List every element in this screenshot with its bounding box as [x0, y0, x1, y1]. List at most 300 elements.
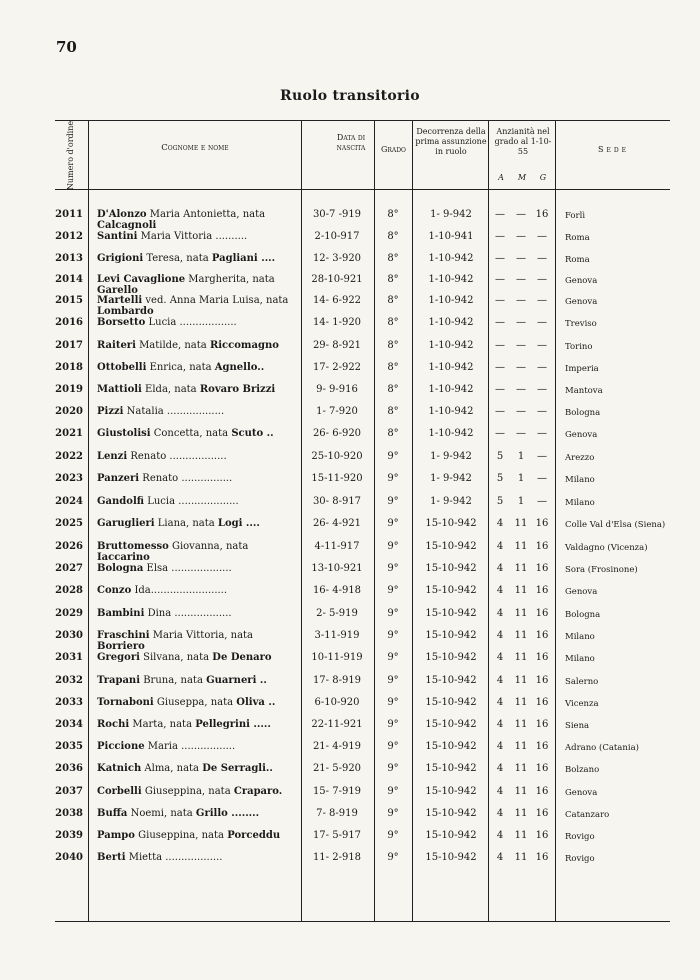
row-number: 2031: [55, 652, 83, 663]
row-anzianita-g: 16: [535, 675, 549, 686]
row-anzianita-m: —: [516, 428, 526, 439]
row-given-name: Natalia ..................: [126, 406, 225, 417]
row-grade: 9°: [387, 652, 399, 663]
row-anzianita-m: 11: [514, 830, 528, 841]
row-anzianita-g: —: [537, 384, 547, 395]
row-given-name: Ida........................: [134, 585, 228, 596]
row-maiden-name: Craparo.: [233, 786, 283, 797]
row-anzianita-g: 16: [535, 563, 549, 574]
row-given-name: Elda, nata: [145, 384, 197, 395]
row-anzianita-g: 16: [535, 541, 549, 552]
table-row: [55, 295, 670, 317]
row-anzianita-a: 5: [496, 496, 504, 507]
row-maiden-name: Oliva ..: [236, 697, 276, 708]
row-anzianita-g: —: [537, 253, 547, 264]
table-body: [55, 121, 670, 921]
row-name: [97, 340, 297, 351]
table-row: [55, 830, 670, 852]
row-anzianita-a: —: [495, 406, 505, 417]
row-surname: Conzo: [97, 585, 132, 596]
row-birth-date: 21- 4-919: [312, 741, 362, 752]
row-decorrenza: 1-10-942: [428, 428, 474, 439]
row-grade: 9°: [387, 830, 399, 841]
table-row: [55, 741, 670, 763]
row-anzianita-m: —: [516, 384, 526, 395]
row-anzianita-m: 11: [514, 518, 528, 529]
row-grade: 8°: [387, 253, 399, 264]
row-anzianita-a: 4: [496, 808, 504, 819]
row-number: 2030: [55, 630, 83, 641]
row-given-name: Maria Vittoria, nata: [152, 630, 254, 641]
row-anzianita-a: —: [495, 274, 505, 285]
row-given-name: Maria Vittoria ..........: [140, 231, 248, 242]
row-anzianita-g: 16: [535, 763, 549, 774]
row-decorrenza: 15-10-942: [425, 830, 477, 841]
row-decorrenza: 15-10-942: [425, 675, 477, 686]
row-name: [97, 563, 297, 574]
row-given-name: Noemi, nata: [130, 808, 193, 819]
row-grade: 9°: [387, 852, 399, 863]
row-birth-date: 12- 3-920: [312, 253, 362, 264]
row-number: 2014: [55, 274, 83, 285]
row-anzianita-m: 11: [514, 608, 528, 619]
row-anzianita-a: 4: [496, 786, 504, 797]
row-anzianita-m: 11: [514, 741, 528, 752]
row-seat: Genova: [565, 276, 598, 286]
row-surname: Bambini: [97, 608, 145, 619]
row-given-name: Maria Antonietta, nata: [149, 209, 266, 220]
row-surname: Piccione: [97, 741, 145, 752]
row-seat: Bolzano: [565, 765, 600, 775]
table-row: [55, 563, 670, 585]
row-grade: 8°: [387, 340, 399, 351]
row-anzianita-m: —: [516, 295, 526, 306]
row-surname: Tornaboni: [97, 697, 154, 708]
row-decorrenza: 1-10-942: [428, 317, 474, 328]
row-surname: Gregori: [97, 652, 140, 663]
row-seat: Milano: [565, 654, 595, 664]
row-maiden-name: Calcagnoli: [97, 220, 157, 231]
row-seat: Sora (Frosinone): [565, 565, 638, 575]
row-given-name: Marta, nata: [132, 719, 193, 730]
row-anzianita-m: 11: [514, 585, 528, 596]
row-anzianita-m: —: [516, 253, 526, 264]
row-seat: Imperia: [565, 364, 599, 374]
row-number: 2028: [55, 585, 83, 596]
row-number: 2022: [55, 451, 83, 462]
table-row: [55, 209, 670, 231]
row-name: [97, 808, 297, 819]
row-anzianita-a: —: [495, 253, 505, 264]
row-grade: 8°: [387, 317, 399, 328]
table-row: [55, 585, 670, 607]
header-seat-label: Sede: [597, 145, 630, 154]
row-maiden-name: Pellegrini .....: [195, 719, 271, 730]
row-name: [97, 541, 297, 563]
row-seat: Milano: [565, 498, 595, 508]
row-seat: Genova: [565, 297, 598, 307]
row-name: [97, 362, 297, 373]
row-grade: 9°: [387, 608, 399, 619]
row-birth-date: 3-11-919: [314, 630, 360, 641]
row-anzianita-a: —: [495, 295, 505, 306]
row-decorrenza: 15-10-942: [425, 808, 477, 819]
page-number: 70: [56, 38, 77, 56]
row-seat: Valdagno (Vicenza): [565, 543, 648, 553]
header-sub-m: M: [517, 173, 527, 182]
row-surname: Borsetto: [97, 317, 146, 328]
row-anzianita-g: —: [537, 362, 547, 373]
table-row: [55, 808, 670, 830]
row-surname: Berti: [97, 852, 126, 863]
table-row: [55, 763, 670, 785]
table-row: [55, 384, 670, 406]
table-row: [55, 719, 670, 741]
row-birth-date: 22-11-921: [311, 719, 363, 730]
header-sub-g: G: [539, 173, 547, 182]
row-anzianita-m: 11: [514, 852, 528, 863]
row-name: [97, 384, 297, 395]
row-anzianita-g: —: [537, 340, 547, 351]
row-grade: 8°: [387, 362, 399, 373]
row-anzianita-g: 16: [535, 852, 549, 863]
register-table: [55, 120, 670, 922]
row-surname: Raiteri: [97, 340, 136, 351]
row-decorrenza: 1-10-941: [428, 231, 474, 242]
row-birth-date: 14- 1-920: [312, 317, 362, 328]
row-birth-date: 16- 4-918: [312, 585, 362, 596]
row-decorrenza: 15-10-942: [425, 719, 477, 730]
row-birth-date: 15- 7-919: [312, 786, 362, 797]
row-maiden-name: Lombardo: [97, 306, 154, 317]
row-birth-date: 2-10-917: [314, 231, 360, 242]
row-seat: Forlì: [565, 211, 586, 221]
row-name: [97, 253, 297, 264]
row-number: 2015: [55, 295, 83, 306]
row-birth-date: 2- 5-919: [316, 608, 358, 619]
row-seat: Salerno: [565, 677, 599, 687]
row-decorrenza: 15-10-942: [425, 518, 477, 529]
row-number: 2018: [55, 362, 83, 373]
row-surname: Fraschini: [97, 630, 150, 641]
row-name: [97, 830, 297, 841]
header-anzianita-label: Anzianità nel grado al 1-10-55: [494, 127, 552, 156]
row-seat: Bologna: [565, 408, 601, 418]
row-seat: Adrano (Catania): [565, 743, 639, 753]
row-surname: Panzeri: [97, 473, 140, 484]
row-grade: 8°: [387, 428, 399, 439]
row-anzianita-a: 5: [496, 473, 504, 484]
row-anzianita-g: —: [537, 473, 547, 484]
row-anzianita-g: 16: [535, 209, 549, 220]
table-row: [55, 340, 670, 362]
row-grade: 9°: [387, 518, 399, 529]
row-anzianita-g: —: [537, 406, 547, 417]
row-surname: Santini: [97, 231, 138, 242]
row-grade: 9°: [387, 741, 399, 752]
row-anzianita-m: 1: [517, 473, 525, 484]
row-grade: 9°: [387, 786, 399, 797]
row-anzianita-a: 4: [496, 608, 504, 619]
row-anzianita-a: —: [495, 384, 505, 395]
row-birth-date: 14- 6-922: [312, 295, 362, 306]
row-anzianita-a: 4: [496, 675, 504, 686]
row-seat: Roma: [565, 255, 590, 265]
row-birth-date: 17- 2-922: [312, 362, 362, 373]
row-decorrenza: 15-10-942: [425, 541, 477, 552]
row-seat: Rovigo: [565, 832, 595, 842]
row-seat: Genova: [565, 430, 598, 440]
row-number: 2019: [55, 384, 83, 395]
row-anzianita-m: —: [516, 317, 526, 328]
row-birth-date: 1- 7-920: [316, 406, 358, 417]
row-given-name: Elsa ...................: [146, 563, 232, 574]
row-birth-date: 15-11-920: [311, 473, 363, 484]
header-birth-label: Data di nascita: [336, 133, 366, 152]
row-name: [97, 608, 297, 619]
table-row: [55, 253, 670, 275]
row-anzianita-g: —: [537, 274, 547, 285]
row-number: 2013: [55, 253, 83, 264]
row-anzianita-m: —: [516, 362, 526, 373]
row-name: [97, 852, 297, 863]
row-surname: Trapani: [97, 675, 141, 686]
table-row: [55, 630, 670, 652]
row-anzianita-a: 4: [496, 518, 504, 529]
table-row: [55, 362, 670, 384]
row-seat: Vicenza: [565, 699, 599, 709]
row-birth-date: 17- 5-917: [312, 830, 362, 841]
row-anzianita-a: —: [495, 317, 505, 328]
row-maiden-name: Grillo ........: [195, 808, 260, 819]
row-surname: Levi Cavaglione: [97, 274, 186, 285]
row-anzianita-g: 16: [535, 719, 549, 730]
row-number: 2037: [55, 786, 83, 797]
row-anzianita-m: —: [516, 209, 526, 220]
row-surname: Bologna: [97, 563, 144, 574]
row-anzianita-g: 16: [535, 697, 549, 708]
row-number: 2032: [55, 675, 83, 686]
row-surname: Ottobelli: [97, 362, 147, 373]
table-row: [55, 406, 670, 428]
row-name: [97, 652, 297, 663]
row-birth-date: 21- 5-920: [312, 763, 362, 774]
row-grade: 9°: [387, 675, 399, 686]
row-name: [97, 585, 297, 596]
table-row: [55, 652, 670, 674]
row-anzianita-a: 4: [496, 852, 504, 863]
table-row: [55, 274, 670, 296]
row-birth-date: 4-11-917: [314, 541, 360, 552]
row-given-name: Mietta ..................: [128, 852, 223, 863]
row-number: 2026: [55, 541, 83, 552]
row-given-name: Bruna, nata: [143, 675, 203, 686]
row-surname: Gandolfi: [97, 496, 145, 507]
row-anzianita-a: 4: [496, 719, 504, 730]
row-anzianita-a: 4: [496, 585, 504, 596]
header-decorrenza-label: Decorrenza della prima assunzione in ruolo: [415, 127, 487, 156]
row-anzianita-g: —: [537, 428, 547, 439]
row-surname: Grigioni: [97, 253, 144, 264]
row-anzianita-g: 16: [535, 585, 549, 596]
row-anzianita-g: —: [537, 231, 547, 242]
table-row: [55, 451, 670, 473]
row-anzianita-m: —: [516, 231, 526, 242]
row-seat: Roma: [565, 233, 590, 243]
row-name: [97, 406, 297, 417]
row-decorrenza: 1-10-942: [428, 406, 474, 417]
header-grade-label: Grado: [381, 145, 406, 154]
row-decorrenza: 15-10-942: [425, 852, 477, 863]
row-name: [97, 473, 297, 484]
table-row: [55, 317, 670, 339]
row-number: 2035: [55, 741, 83, 752]
row-birth-date: 28-10-921: [311, 274, 363, 285]
row-decorrenza: 1- 9-942: [430, 209, 472, 220]
row-given-name: Alma, nata: [144, 763, 200, 774]
row-maiden-name: Pagliani ....: [211, 253, 276, 264]
row-birth-date: 25-10-920: [311, 451, 363, 462]
row-given-name: Concetta, nata: [153, 428, 229, 439]
row-number: 2017: [55, 340, 83, 351]
row-name: [97, 518, 297, 529]
row-grade: 9°: [387, 808, 399, 819]
table-row: [55, 608, 670, 630]
row-grade: 9°: [387, 541, 399, 552]
row-surname: Pizzi: [97, 406, 124, 417]
row-decorrenza: 15-10-942: [425, 697, 477, 708]
row-anzianita-a: 4: [496, 830, 504, 841]
row-anzianita-a: 4: [496, 741, 504, 752]
row-name: [97, 496, 297, 507]
row-grade: 9°: [387, 697, 399, 708]
row-number: 2036: [55, 763, 83, 774]
row-anzianita-a: 4: [496, 763, 504, 774]
row-seat: Bologna: [565, 610, 601, 620]
row-decorrenza: 15-10-942: [425, 630, 477, 641]
row-decorrenza: 15-10-942: [425, 741, 477, 752]
table-row: [55, 852, 670, 874]
row-number: 2034: [55, 719, 83, 730]
table-row: [55, 786, 670, 808]
row-birth-date: 11- 2-918: [312, 852, 362, 863]
row-name: [97, 317, 297, 328]
header-name-label: Cognome e nome: [161, 143, 229, 153]
row-name: [97, 274, 297, 296]
row-maiden-name: Porceddu: [227, 830, 281, 841]
row-number: 2020: [55, 406, 83, 417]
row-decorrenza: 1-10-942: [428, 295, 474, 306]
row-name: [97, 451, 297, 462]
row-seat: Treviso: [565, 319, 597, 329]
row-decorrenza: 1-10-942: [428, 253, 474, 264]
row-number: 2025: [55, 518, 83, 529]
row-number: 2027: [55, 563, 83, 574]
row-anzianita-g: —: [537, 317, 547, 328]
row-surname: Giustolisi: [97, 428, 151, 439]
row-given-name: Giuseppina, nata: [144, 786, 231, 797]
row-grade: 8°: [387, 295, 399, 306]
row-anzianita-m: —: [516, 274, 526, 285]
row-seat: Mantova: [565, 386, 603, 396]
row-birth-date: 13-10-921: [311, 563, 363, 574]
row-maiden-name: Scuto ..: [231, 428, 274, 439]
row-given-name: Giuseppina, nata: [138, 830, 224, 841]
row-decorrenza: 15-10-942: [425, 652, 477, 663]
row-anzianita-m: 11: [514, 697, 528, 708]
row-anzianita-m: 11: [514, 763, 528, 774]
row-decorrenza: 1-10-942: [428, 384, 474, 395]
row-birth-date: 30- 8-917: [312, 496, 362, 507]
row-name: [97, 630, 297, 652]
row-anzianita-a: —: [495, 209, 505, 220]
row-given-name: Renato ................: [142, 473, 233, 484]
row-anzianita-g: 16: [535, 830, 549, 841]
row-anzianita-a: 4: [496, 630, 504, 641]
row-birth-date: 26- 6-920: [312, 428, 362, 439]
row-anzianita-a: 4: [496, 541, 504, 552]
row-surname: Garuglieri: [97, 518, 155, 529]
row-number: 2024: [55, 496, 83, 507]
row-name: [97, 675, 297, 686]
row-anzianita-m: —: [516, 340, 526, 351]
row-birth-date: 30-7 -919: [312, 209, 362, 220]
row-surname: Corbelli: [97, 786, 142, 797]
row-anzianita-m: —: [516, 406, 526, 417]
row-given-name: Matilde, nata: [139, 340, 207, 351]
row-decorrenza: 1- 9-942: [430, 451, 472, 462]
row-maiden-name: De Serragli..: [202, 763, 273, 774]
row-grade: 8°: [387, 384, 399, 395]
row-birth-date: 6-10-920: [314, 697, 360, 708]
table-row: [55, 541, 670, 563]
header-number-label: Numero d'ordine: [66, 120, 76, 190]
row-maiden-name: De Denaro: [212, 652, 272, 663]
row-anzianita-g: —: [537, 451, 547, 462]
row-grade: 9°: [387, 763, 399, 774]
row-decorrenza: 1- 9-942: [430, 473, 472, 484]
row-anzianita-g: —: [537, 496, 547, 507]
row-grade: 8°: [387, 406, 399, 417]
row-anzianita-a: —: [495, 428, 505, 439]
row-anzianita-g: 16: [535, 630, 549, 641]
row-decorrenza: 1- 9-942: [430, 496, 472, 507]
row-given-name: Giovanna, nata: [171, 541, 249, 552]
row-seat: Colle Val d'Elsa (Siena): [565, 520, 666, 530]
row-decorrenza: 15-10-942: [425, 563, 477, 574]
row-anzianita-a: —: [495, 231, 505, 242]
row-decorrenza: 1-10-942: [428, 362, 474, 373]
row-decorrenza: 15-10-942: [425, 786, 477, 797]
row-seat: Catanzaro: [565, 810, 610, 820]
row-anzianita-m: 1: [517, 451, 525, 462]
row-grade: 9°: [387, 473, 399, 484]
row-name: [97, 763, 297, 774]
table-row: [55, 675, 670, 697]
row-name: [97, 295, 297, 317]
row-anzianita-a: —: [495, 362, 505, 373]
row-anzianita-m: 11: [514, 652, 528, 663]
row-name: [97, 231, 297, 242]
row-name: [97, 786, 297, 797]
row-anzianita-m: 11: [514, 563, 528, 574]
row-grade: 8°: [387, 209, 399, 220]
row-maiden-name: Iaccarino: [97, 552, 150, 563]
row-number: 2011: [55, 209, 83, 220]
row-maiden-name: Borriero: [97, 641, 145, 652]
row-anzianita-g: 16: [535, 652, 549, 663]
row-surname: Mattioli: [97, 384, 142, 395]
